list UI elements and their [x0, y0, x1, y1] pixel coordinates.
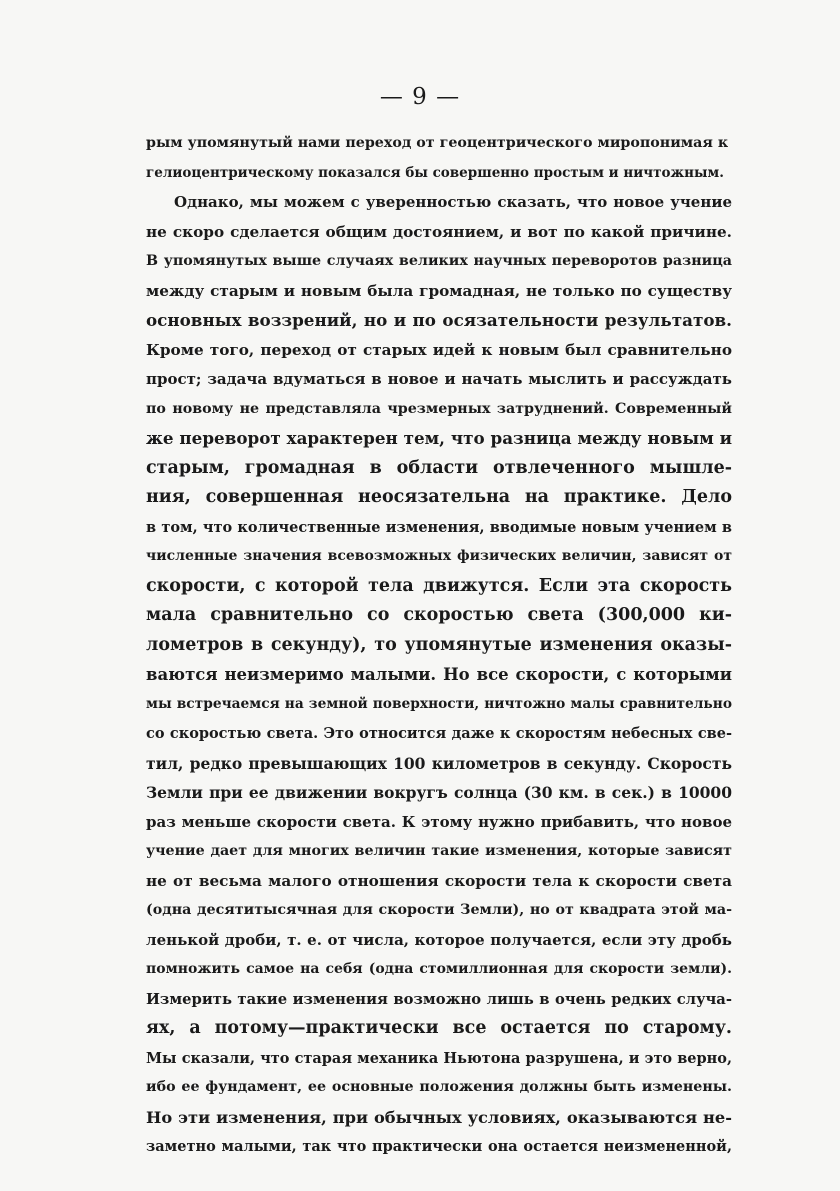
text-line: Но эти изменения, при обычных условиях, оказываются не-: [146, 1107, 732, 1127]
text-line: (одна десятитысячная для скорости Земли), но от квадрата этой ма-: [146, 902, 732, 918]
text-line: Однако, мы можем с уверенностью сказать, что новое учение: [174, 193, 732, 211]
text-line: ях, а потому—практически все остается по старому.: [146, 1018, 732, 1038]
text-line: В упомянутых выше случаях великих научных переворотов разница: [146, 253, 732, 269]
text-line: численные значения всевозможных физических величин, зависят от: [146, 548, 732, 564]
text-line: Мы сказали, что старая механика Ньютона разрушена, и это верно,: [146, 1049, 732, 1067]
text-line: рым упомянутый нами переход от геоцентрического миропонимая к: [146, 135, 729, 151]
text-line: мы встречаемся на земной поверхности, ничтожно малы сравнительно: [146, 695, 732, 712]
text-line: раз меньше скорости света. К этому нужно прибавить, что новое: [146, 812, 732, 831]
text-line: помножить самое на себя (одна стомиллионная для скорости земли).: [146, 961, 732, 977]
text-line: ибо ее фундамент, ее основные положения должны быть изменены.: [146, 1079, 732, 1095]
text-line: заметно малыми, так что практически она остается неизмененной,: [146, 1138, 732, 1155]
text-line: со скоростью света. Это относится даже к скоростям небесных све-: [146, 725, 732, 742]
text-line: Измерить такие изменения возможно лишь в очень редких случа-: [146, 990, 732, 1008]
text-line: старым, громадная в области отвлеченного мышле-: [146, 457, 732, 478]
text-line: ния, совершенная неосязательна на практике. Дело: [146, 487, 732, 507]
text-line: между старым и новым была громадная, не только по существу: [146, 281, 732, 300]
text-line: же переворот характерен тем, что разница между новым и: [146, 428, 732, 448]
text-line: Земли при ее движении вокругъ солнца (30 км. в сек.) в 10000: [146, 783, 732, 802]
text-line: лометров в секунду), то упомянутые изменения оказы-: [146, 634, 732, 655]
text-line: тил, редко превышающих 100 километров в секунду. Скорость: [146, 753, 732, 773]
text-line: в том, что количественные изменения, вводимые новым учением в: [146, 518, 732, 536]
text-line: по новому не представляла чрезмерных затруднений. Современный: [146, 400, 732, 417]
text-line: основных воззрений, но и по осязательности результатов.: [146, 310, 732, 330]
text-line: учение дает для многих величин такие изменения, которые зависят: [146, 843, 732, 859]
text-line: ваются неизмеримо малыми. Но все скорости, с которыми: [146, 665, 732, 684]
text-line: не от весьма малого отношения скорости тела к скорости света: [146, 871, 732, 890]
body-text: [146, 129, 732, 1162]
text-line: прост; задача вдуматься в новое и начать мыслить и рассуждать: [146, 370, 732, 388]
text-line: гелиоцентрическому показался бы совершенно простым и ничтожным.: [146, 164, 724, 181]
text-line: скорости, с которой тела движутся. Если эта скорость: [146, 575, 732, 596]
text-line: ленькой дроби, т. е. от числа, которое получается, если эту дробь: [146, 930, 732, 949]
page-number: — 9 —: [379, 84, 461, 110]
text-line: Кроме того, переход от старых идей к новым был сравнительно: [146, 340, 732, 359]
text-line: не скоро сделается общим достоянием, и вот по какой причине.: [146, 222, 732, 241]
text-line: мала сравнительно со скоростью света (300,000 ки-: [146, 605, 732, 625]
